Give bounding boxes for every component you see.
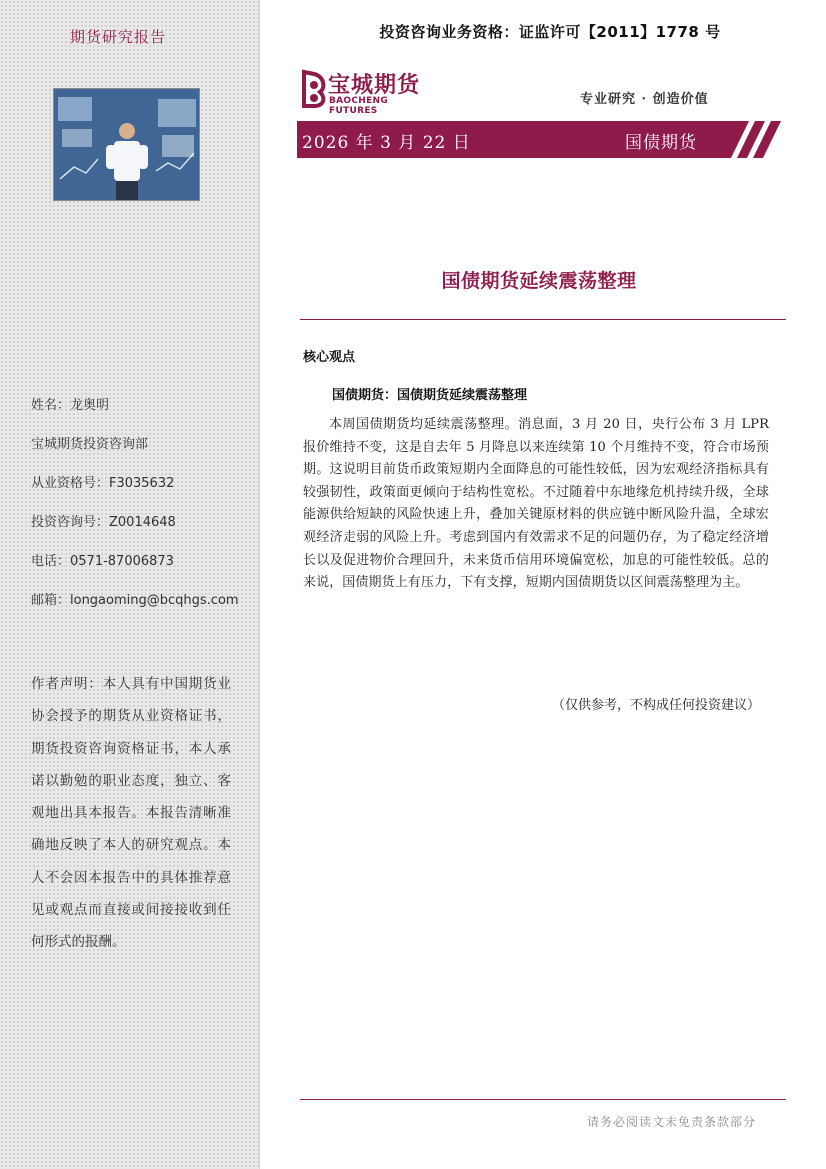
report-type-label: 期货研究报告 bbox=[69, 28, 166, 46]
qualification-line: 投资咨询业务资格：证监许可【2011】1778 号 bbox=[379, 23, 721, 41]
analyst-email: 邮箱：longaoming@bcqhgs.com bbox=[31, 593, 239, 608]
analyst-info bbox=[31, 396, 239, 630]
slogan: 专业研究 · 创造价值 bbox=[580, 92, 709, 107]
analyst-phone: 电话：0571-87006873 bbox=[31, 554, 174, 569]
analyst-license: 从业资格号：F3035632 bbox=[31, 476, 175, 491]
businessman-photo bbox=[53, 88, 200, 201]
report-date: 2026 年 3 月 22 日 bbox=[302, 133, 471, 153]
report-category: 国债期货 bbox=[625, 133, 697, 153]
section-heading: 核心观点 bbox=[303, 350, 356, 365]
body-paragraph: 本周国债期货均延续震荡整理。消息面，3 月 20 日，央行公布 3 月 LPR 报价维持不变，这是自去年 5 月降息以来连续第 10 个月维持不变，符合市场预期。这说明目前货币政策短期内全面降息的可能性较低，因为宏观经济指标具有较强韧性，政策面更倾向于结构性宽松。不过随着中东地缘危机持续升级，全球能源供给短缺的风险快速上升，叠加关键原材料的供应链中断风险升温，全球宏观经济走弱的风险上升。考虑到国内有效需求不足的问题仍存，为了稳定经济增长以及促进物价合理回升，未来货币信用环境偏宽松，加息的可能性较低。总的来说，国债期货上有压力，下有支撑，短期内国债期货以区间震荡整理为主。 bbox=[303, 417, 769, 591]
logo-mark-icon bbox=[298, 68, 328, 110]
subsection-heading: 国债期货：国债期货延续震荡整理 bbox=[332, 388, 528, 403]
author-declaration: 作者声明：本人具有中国期货业协会授予的期货从业资格证书，期货投资咨询资格证书，本人承诺以勤勉的职业态度，独立、客观地出具本报告。本报告清晰准确地反映了本人的研究观点。本人不会因本报告中的具体推荐意见或观点而直接或间接接收到任何形式的报酬。 bbox=[31, 676, 231, 951]
company-logo bbox=[298, 68, 438, 116]
footer-note: 请务必阅读文末免责条款部分 bbox=[586, 1115, 756, 1129]
analyst-department: 宝城期货投资咨询部 bbox=[31, 437, 149, 452]
footer-divider bbox=[300, 1099, 786, 1100]
sidebar bbox=[0, 0, 260, 1169]
title-divider bbox=[300, 319, 786, 320]
analyst-name: 姓名：龙奥明 bbox=[31, 398, 110, 413]
logo-text-en: BAOCHENG FUTURES bbox=[329, 96, 389, 116]
report-title: 国债期货延续震荡整理 bbox=[441, 270, 637, 292]
analyst-consult-id: 投资咨询号：Z0014648 bbox=[31, 515, 176, 530]
reference-disclaimer: （仅供参考，不构成任何投资建议） bbox=[551, 698, 760, 713]
logo-text-cn: 宝城期货 bbox=[328, 72, 421, 98]
